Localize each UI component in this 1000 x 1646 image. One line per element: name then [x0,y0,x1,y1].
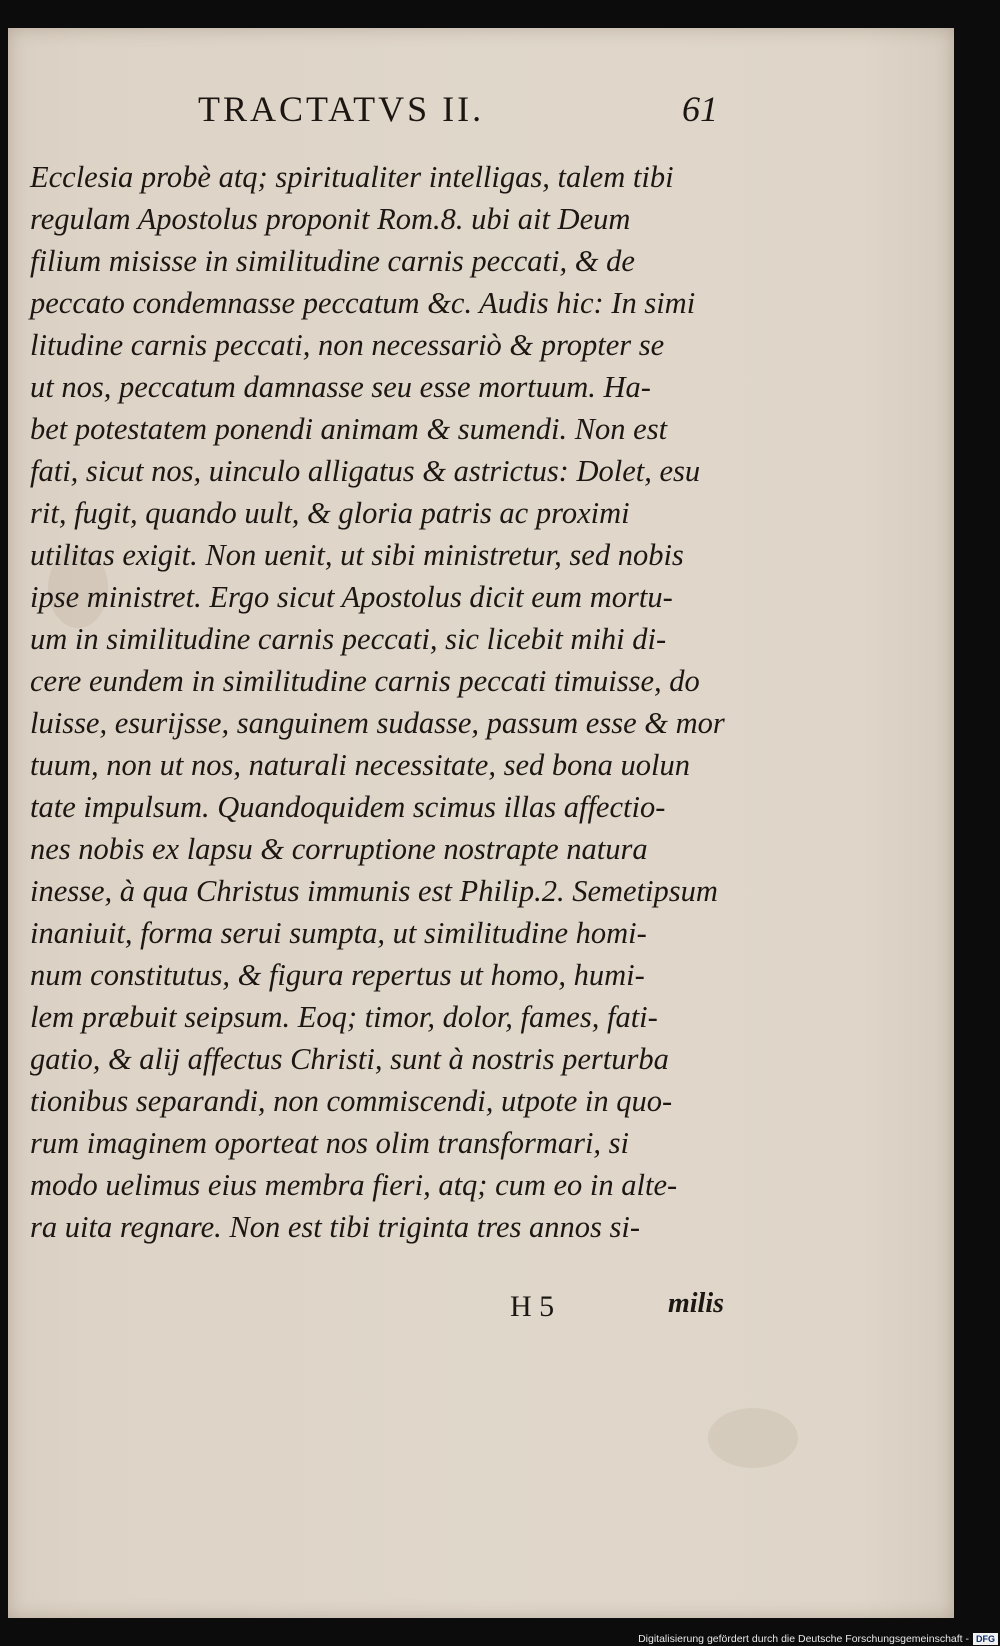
text-line: lem præbuit seipsum. Eoq; timor, dolor, fames, fati- [30,1000,658,1034]
dfg-logo: DFG [973,1633,998,1645]
text-line: tate impulsum. Quandoquidem scimus illas affectio- [30,790,666,824]
text-line: filium misisse in similitudine carnis peccati, & de [30,244,635,278]
paper-leaf [8,28,954,1618]
digitization-credit [600,1631,1000,1646]
paper-stain [708,1408,798,1468]
text-line: fati, sicut nos, uinculo alligatus & astrictus: Dolet, esu [30,454,701,488]
page-number: 61 [682,89,718,129]
text-line: peccato condemnasse peccatum &c. Audis hic: In simi [30,286,696,320]
text-line: cere eundem in similitudine carnis peccati timuisse, do [30,664,700,698]
text-line: ut nos, peccatum damnasse seu esse mortuum. Ha- [30,370,651,404]
text-line: rum imaginem oporteat nos olim transformari, si [30,1126,630,1160]
text-line: utilitas exigit. Non uenit, ut sibi ministretur, sed nobis [30,538,684,572]
text-line: luisse, esurijsse, sanguinem sudasse, passum esse & mor [30,706,725,740]
catchword: milis [668,1288,725,1319]
text-line: litudine carnis peccati, non necessariò & propter se [30,328,665,362]
text-line: nes nobis ex lapsu & corruptione nostrapte natura [30,832,648,866]
text-line: bet potestatem ponendi animam & sumendi. Non est [30,412,668,446]
text-line: inaniuit, forma serui sumpta, ut similitudine homi- [30,916,647,950]
text-line: tuum, non ut nos, naturali necessitate, sed bona uolun [30,748,690,782]
text-line: Ecclesia probè atq; spiritualiter intelligas, talem tibi [30,160,674,194]
text-line: regulam Apostolus proponit Rom.8. ubi ait Deum [30,202,631,236]
signature-mark: H 5 [510,1290,555,1323]
text-line: gatio, & alij affectus Christi, sunt à nostris perturba [30,1042,669,1076]
text-line: ra uita regnare. Non est tibi triginta tres annos si- [30,1210,641,1244]
text-line: rit, fugit, quando uult, & gloria patris ac proximi [30,496,630,530]
text-line: tionibus separandi, non commiscendi, utpote in quo- [30,1084,673,1118]
running-title: TRACTATVS II. [198,89,485,129]
credit-text: Digitalisierung gefördert durch die Deutsche Forschungsgemeinschaft - [638,1632,969,1645]
text-line: modo uelimus eius membra fieri, atq; cum eo in alte- [30,1168,678,1202]
text-line: um in similitudine carnis peccati, sic licebit mihi di- [30,622,667,656]
running-head [198,88,718,138]
body-text [30,156,730,1248]
text-line: num constitutus, & figura repertus ut homo, humi- [30,958,645,992]
text-line: ipse ministret. Ergo sicut Apostolus dicit eum mortu- [30,580,673,614]
text-line: inesse, à qua Christus immunis est Philip.2. Semetipsum [30,874,718,908]
